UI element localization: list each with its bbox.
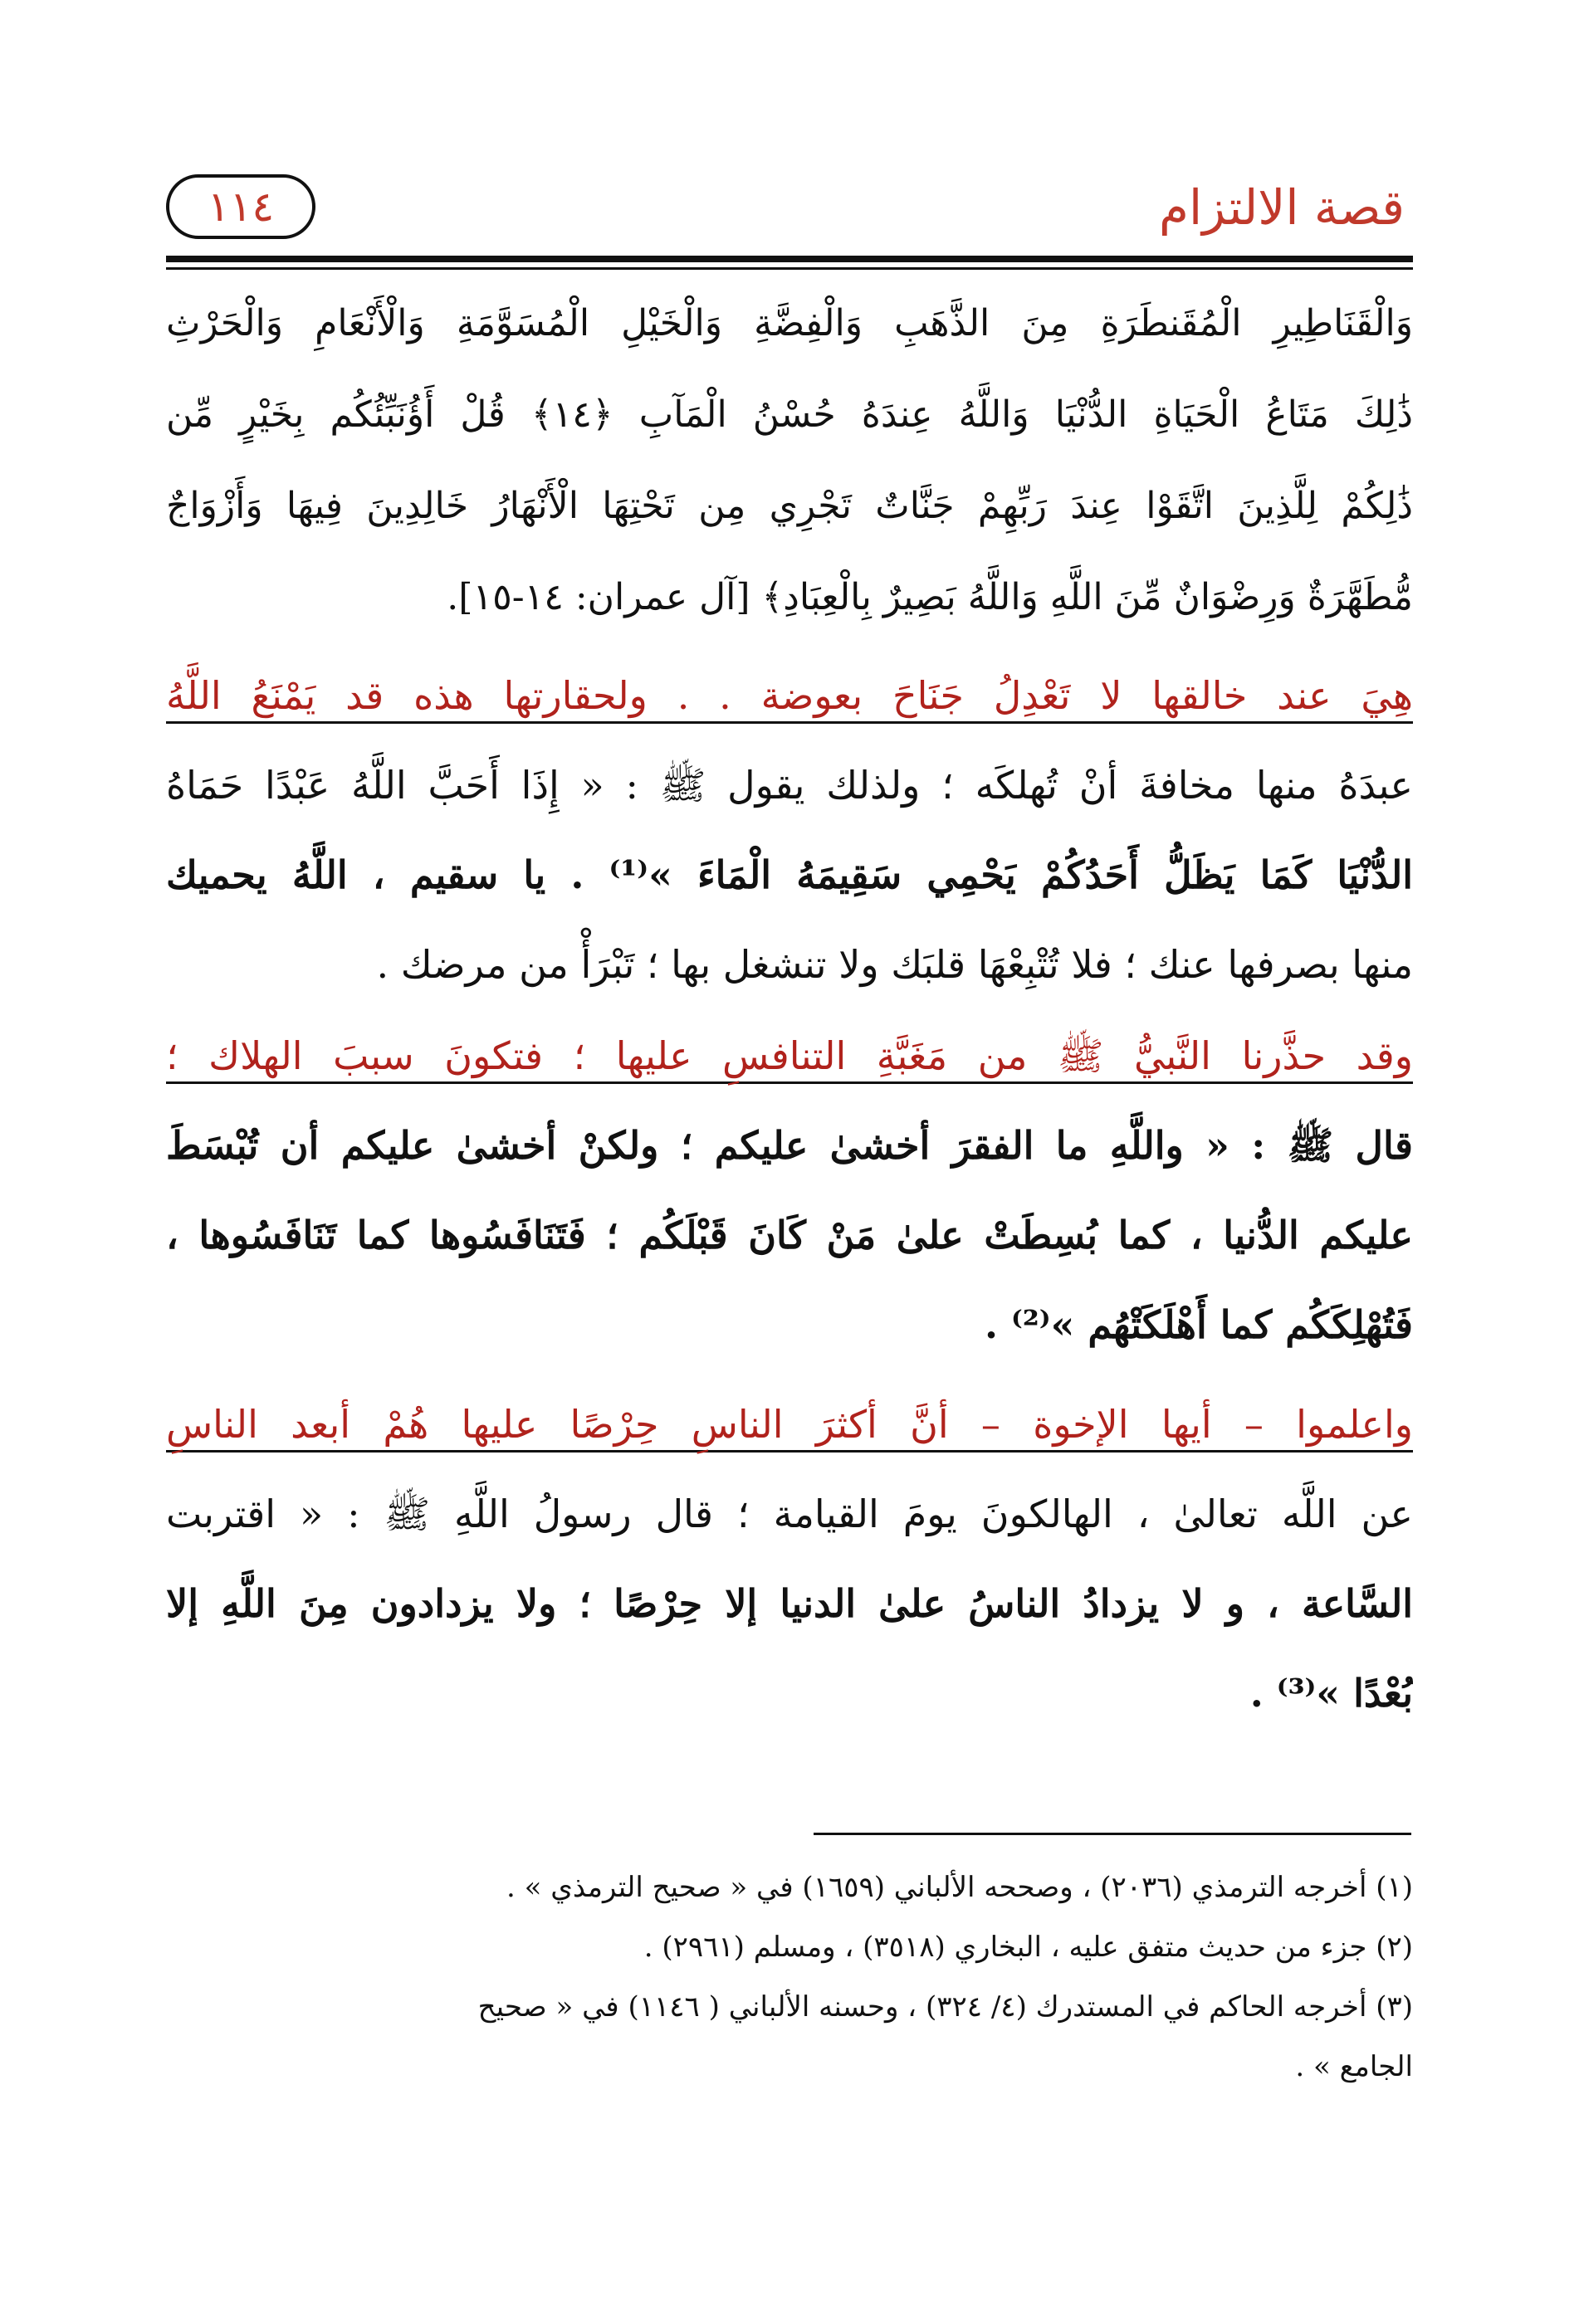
page-number-badge: ١١٤ (166, 174, 315, 239)
quran-verse-line: وَالْقَنَاطِيرِ الْمُقَنطَرَةِ مِنَ الذَّهَبِ وَالْفِضَّةِ وَالْخَيْلِ الْمُسَوَّمَةِ وَالْأَنْعَامِ وَالْحَرْثِ (166, 302, 1413, 344)
highlight-phrase: وقد حذَّرنا النَّبيُّ ﷺ من مَغَبَّةِ التنافسِ عليها ؛ فتكونَ سببَ الهلاك ؛ (166, 1033, 1413, 1084)
footnote-separator (814, 1833, 1411, 1835)
hadith-line: بُعْدًا »⁽³⁾ . (1249, 1671, 1413, 1716)
running-title: قصة الالتزام (1159, 179, 1405, 236)
header-rule-thin (166, 267, 1413, 270)
paragraph-line (166, 1011, 1413, 1101)
hadith-line: قال ﷺ : « واللَّهِ ما الفقرَ أخشىٰ عليكم ؛ ولكنْ أخشىٰ عليكم أن تُبْسَطَ (166, 1123, 1413, 1168)
header-rule-thick (166, 256, 1413, 262)
hadith-line: السَّاعة ، و لا يزدادُ الناسُ علىٰ الدنيا إلا حِرْصًا ؛ ولا يزدادون مِنَ اللَّهِ إلا (166, 1581, 1413, 1626)
footnote-continuation: الجامع » . (1295, 2050, 1413, 2083)
paragraph-line: منها بصرفها عنك ؛ فلا تُتْبِعْهَا قلبَك ولا تنشغل بها ؛ تَبْرَأْ من مرضك . (376, 942, 1413, 987)
hadith-line: فَتُهْلِكَكُم كما أَهْلَكَتْهُم »⁽²⁾ . (985, 1302, 1413, 1347)
quran-verse-line: مُّطَهَّرَةٌ وَرِضْوَانٌ مِّنَ اللَّهِ وَاللَّهُ بَصِيرٌ بِالْعِبَادِ﴾ [آل عمران: ١٤-١٥]. (447, 576, 1413, 618)
hadith-line: عليكم الدُّنيا ، كما بُسِطَتْ علىٰ مَنْ كَانَ قَبْلَكُم ؛ فَتَنَافَسُوها كما تَنَافَسُوها ، (166, 1213, 1413, 1257)
paragraph-line: عبدَهُ منها مخافةَ أنْ تُهلكَه ؛ ولذلك يقول ﷺ : « إِذَا أَحَبَّ اللَّهُ عَبْدًا حَمَاهُ (166, 763, 1413, 808)
quran-verse-line: ذَٰلِكُمْ لِلَّذِينَ اتَّقَوْا عِندَ رَبِّهِمْ جَنَّاتٌ تَجْرِي مِن تَحْتِهَا الْأَنْهَارُ خَالِدِينَ فِيهَا وَأَزْوَاجٌ (166, 485, 1413, 527)
paragraph-line (166, 651, 1413, 740)
paragraph-line (166, 1379, 1413, 1469)
paragraph-line: عن اللَّه تعالىٰ ، الهالكونَ يومَ القيامة ؛ قال رسولُ اللَّهِ ﷺ : « اقتربت (166, 1492, 1413, 1536)
highlight-phrase: هِيَ عند خالقها لا تَعْدِلُ جَنَاحَ بعوضة . . ولحقارتها هذه قد يَمْنَعُ اللَّهُ (166, 673, 1413, 724)
footnote: (٣) أخرجه الحاكم في المستدرك (٤/ ٣٢٤) ، وحسنه الألباني ( ١١٤٦) في « صحيح (477, 1990, 1413, 2024)
footnote: (١) أخرجه الترمذي (٢٠٣٦) ، وصححه الألباني (١٦٥٩) في « صحيح الترمذي » . (506, 1871, 1413, 1904)
page-header (166, 166, 1413, 257)
highlight-phrase: واعلموا – أيها الإخوة – أنَّ أكثرَ الناسِ حِرْصًا عليها هُمْ أبعد الناسِ (166, 1402, 1413, 1452)
footnote: (٢) جزء من حديث متفق عليه ، البخاري (٣٥١٨) ، ومسلم (٢٩٦١) . (643, 1931, 1413, 1964)
hadith-line: الدُّنْيَا كَمَا يَظَلُّ أَحَدُكُمْ يَحْمِي سَقِيمَهُ الْمَاءَ »⁽¹⁾ . يا سقيم ، اللَّهُ يحميك (166, 852, 1413, 897)
quran-verse-line: ذَٰلِكَ مَتَاعُ الْحَيَاةِ الدُّنْيَا وَاللَّهُ عِندَهُ حُسْنُ الْمَآبِ ﴿١٤﴾ قُلْ أَؤُنَبِّئُكُم بِخَيْرٍ مِّن (166, 393, 1413, 436)
